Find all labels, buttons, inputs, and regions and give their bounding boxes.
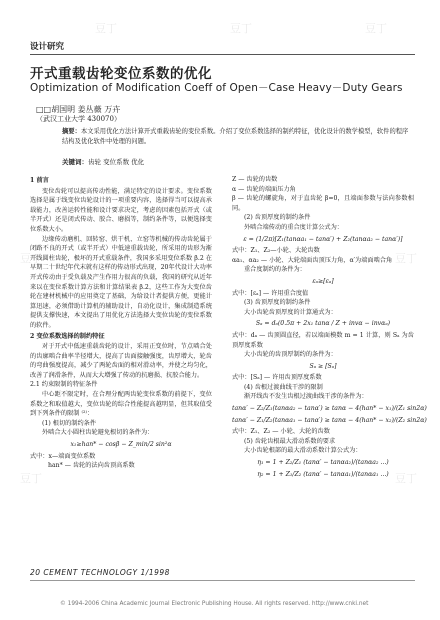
watermark: 豆丁	[20, 472, 42, 485]
watermark: 豆丁	[95, 22, 117, 35]
section-heading: 1 前言	[30, 177, 49, 184]
paragraph: 大小齿轮根部的最大滑动系数计算公式为：	[244, 447, 362, 455]
paragraph: 渐开线齿不发生齿根过渡曲线干涉的条件为：	[244, 393, 368, 401]
paragraph: 大小齿轮的齿顶厚制约的条件为：	[244, 351, 337, 359]
copyright-line: © 1994-2006 China Academic Journal Electronic Publishing House. All rights reserved. http://www.cnki.net	[60, 601, 369, 607]
condition-heading: (4) 齿根过渡曲线干涉的限制	[244, 383, 323, 391]
section-tag: 设计研究	[30, 42, 65, 52]
section-heading: 2 变位系数选择的制约特征	[30, 332, 105, 340]
equation: εₐ≥[εₐ]	[312, 277, 334, 285]
condition-heading: (2) 齿顶厚度的制约条件	[244, 214, 311, 222]
paragraph: 外啮合端传动的重合度计算公式为：	[244, 223, 343, 231]
variable-definition: 式中：dₐ — 齿顶圆直径，若以端面模数 m = 1 计算，则 Sₐ 为齿顶厚度系数	[232, 331, 414, 349]
variable-definition: 式中：[εₐ] — 许用重合度值	[232, 289, 309, 297]
equation: x₁≥han* − cosβ − Z_min/2 sin²α	[70, 441, 172, 449]
subsection-heading: 2.1 约束限制的特征条件	[30, 381, 98, 389]
variable-definition: 式中：x—端面变位系数	[30, 452, 96, 460]
keywords-text: 齿轮 变位系数 优化	[88, 158, 145, 166]
equation: η₂ = 1 + Z₁/Z₂ (tanα′ − tanαa₁)/(tanαa₁ ...)	[257, 470, 389, 478]
variable-definition: 式中：Z₁、Z₂ — 小轮、大轮的齿数	[232, 428, 330, 436]
abstract	[62, 127, 412, 146]
abstract-text: 本文采用优化方法计算开式重载齿轮的变位系数。介绍了变位系数选择的制约特征，优化设计的数学模型，软件的程序结构及优化软件中处理的问题。	[62, 128, 409, 145]
footer-rule	[30, 580, 415, 581]
variable-definition: Z — 齿轮的齿数	[232, 176, 278, 183]
condition-heading: (3) 齿顶厚度的制约条件	[244, 299, 311, 307]
variable-definition: β — 齿轮的螺旋角，对于直齿轮 β=0，且端面参数与法向参数相同。	[232, 195, 414, 212]
variable-definition: αa₁、αa₂ — 小轮、大轮端面齿顶压力角，α′为端面啮合角	[232, 256, 393, 264]
condition-heading: (1) 根切的制约条件	[42, 419, 97, 427]
equation: tanα′ − Z₁/Z₂(tanαa₁ − tanα′) ≥ tanα − 4(han* − x₂)/(Z₂ sin2α)	[232, 416, 427, 424]
equation: Sₐ = dₐ(0.5π + 2x₁ tanα / Z + invα − invαₐ)	[255, 320, 391, 328]
paragraph: 变位齿轮可以提高传动性能，满足特定的设计要求。变位系数选择是属于线变位齿轮设计的一项重要内容，选择得当可以提高承载能力，改善运转性能和设计要求决定，考虑的因素包括开式（或半开式）还是闭式传动、胶合、磨损等，制约条件等，以便选择变位系数大小。	[30, 187, 212, 233]
abstract-label: 摘要：	[62, 128, 81, 135]
variable-definition: 式中：[Sₐ] — 许用齿顶厚度系数	[232, 374, 322, 382]
paragraph: 大小齿轮齿顶厚度的计算通式为：	[244, 308, 337, 316]
paragraph: 中心距不限定时，在合理分配两齿轮变位系数的前提下，变位系数之和取值越大，变位齿轮的综合性能提高越明显，但其取值受到下列条件的限制 ⁽²⁾：	[30, 391, 212, 418]
watermark: 豆丁	[230, 22, 252, 35]
watermark: 豆丁	[395, 472, 417, 485]
keywords	[62, 157, 144, 166]
top-rule	[30, 54, 415, 55]
title-chinese: 开式重载齿轮变位系数的优化	[30, 66, 212, 82]
watermark: 豆丁	[20, 252, 42, 265]
variable-definition: han* — 齿轮的法向齿顶高系数	[48, 462, 135, 470]
paragraph: 重合度制约的条件为：	[244, 266, 306, 274]
authors: □□胡国明 姜丛薇 万卉	[36, 105, 121, 114]
variable-definition: 式中：Z₁、Z₂—小轮、大轮齿数	[232, 247, 320, 255]
keywords-label: 关键词：	[62, 158, 88, 166]
watermark: 豆丁	[395, 252, 417, 265]
equation: tanα′ − Z₂/Z₁(tanαa₂ − tanα′) ≥ tanα − 4(han* − x₁)/(Z₁ sin2α)	[232, 405, 427, 413]
variable-definition: α — 齿轮的端面压力角	[232, 185, 296, 193]
paragraph: 边缘传动磨机、回转窑、烘干机、立窑等机械的传动齿轮属于闭路不良的开式（或半开式）中低速重载齿轮，所采用的齿形为渐开线圆柱齿轮，极坏的开式重载条件，我国多采用变位系数 β.2 在早期二十世纪年代末就有这样的传动形式出现，20年代设计大功率开式传动由于受负载及产生作用力很高的负载，我国的研究从近年来以在变位系数计算方法和计算结果表 β.2，这些工作为大变位齿轮在建材机械中的应用奠定了基础，为给设计者提供方便，更能计算迅速，必须借助计算机的辅助设计，自动化设计，集成制造系统提供支撑快速，本文提出了用优化方法选择大变位齿轮的变位系数的软件。	[30, 235, 212, 329]
affiliation: （武汉工业大学 430070）	[36, 115, 121, 123]
equation: η₁ = 1 + Z₂/Z₁ (tanα′ − tanαa₂)/(tanαa₂ ...)	[257, 459, 389, 467]
equation: ε = (1/2π)[Z₁(tanαa₁ − tanα′) + Z₂(tanαa₂ − tanα′)]	[243, 235, 403, 243]
condition-heading: (5) 齿轮齿根最大滑动系数的要求	[244, 437, 336, 445]
left-column	[30, 175, 212, 471]
paragraph: 外啮合大小圆柱齿轮避免根切的条件为：	[42, 429, 154, 437]
paragraph: 对于开式中低速重载齿轮的设计，采用正变位时，节点啮合处的齿廓啮合曲率半径增大，提高了齿面接触强度，齿厚增大，轮齿的弯曲强度提高，减少了两轮齿面的相对滑动率，并使之均匀化，改善了润滑条件，从而大大增强了传动的抗磨损、抗胶合能力。	[30, 343, 212, 379]
equation: Sₐ ≥ [Sₐ]	[309, 362, 337, 370]
right-column	[232, 175, 427, 481]
title-english: Optimization of Modification Coeff of Open－Case Heavy－Duty Gears	[30, 82, 403, 94]
journal-footer: 20 CEMENT TECHNOLOGY 1/1998	[30, 568, 170, 577]
watermark: 豆丁	[365, 22, 387, 35]
